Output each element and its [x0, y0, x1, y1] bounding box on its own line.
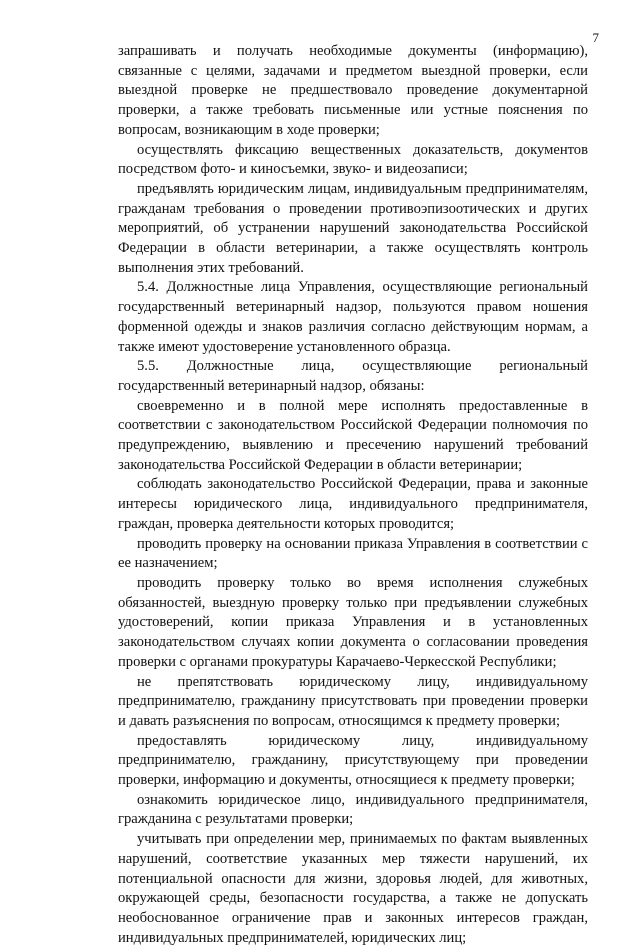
paragraph: 5.5. Должностные лица, осуществляющие региональный государственный ветеринарный надзор, обязаны: — [118, 358, 588, 394]
paragraph: 5.4. Должностные лица Управления, осуществляющие региональный государственный ветеринарный надзор, пользуются правом ношения форменной одежды и знаков различия согласно действующим нормам, а также имеют удостоверение установленного образца. — [118, 279, 588, 355]
paragraph: предъявлять юридическим лицам, индивидуальным предпринимателям, гражданам требования о проведении противоэпизоотических и других мероприятий, об устранении нарушений законодательства Российской Федерации в области ветеринарии, а также осуществлять контроль выполнения этих требований. — [118, 180, 588, 276]
paragraph: своевременно и в полной мере исполнять предоставленные в соответствии с законодательством Российской Федерации полномочия по предупреждению, выявлению и пресечению нарушений требований законодательства Российской Федерации в области ветеринарии; — [118, 397, 588, 473]
paragraph: осуществлять фиксацию вещественных доказательств, документов посредством фото- и киносъемки, звуко- и видеозаписи; — [118, 141, 588, 178]
paragraph: ознакомить юридическое лицо, индивидуального предпринимателя, гражданина с результатами проверки; — [118, 791, 588, 828]
document-body — [118, 42, 588, 948]
paragraph: не препятствовать юридическому лицу, индивидуальному предпринимателю, гражданину присутствовать при проведении проверки и давать разъяснения по вопросам, относящимся к предмету проверки; — [118, 673, 588, 729]
paragraph: учитывать при определении мер, принимаемых по фактам выявленных нарушений, соответствие указанных мер тяжести нарушений, их потенциальной опасности для жизни, здоровья людей, для животных, окружающей среды, безопасности государства, а также не допускать необоснованное ограничение прав и законных интересов граждан, индивидуальных предпринимателей, юридических лиц; — [118, 831, 588, 946]
page-number: 7 — [592, 30, 599, 45]
paragraph: соблюдать законодательство Российской Федерации, права и законные интересы юридического лица, индивидуального предпринимателя, граждан, проверка деятельности которых проводится; — [118, 476, 588, 532]
paragraph: проводить проверку только во время исполнения служебных обязанностей, выездную проверку только при предъявлении служебных удостоверений, копии приказа Управления и в установленных законодательством случаях копии документа о согласовании проведения проверки с органами прокуратуры Карачаево-Черкесской Республики; — [118, 574, 588, 670]
paragraph: запрашивать и получать необходимые документы (информацию), связанные с целями, задачами и предметом выездной проверки, если выездной проверке не предшествовало проведение документарной проверки, а также требовать письменные или устные пояснения по вопросам, возникающим в ходе проверки; — [118, 43, 588, 138]
paragraph: проводить проверку на основании приказа Управления в соответствии с ее назначением; — [118, 535, 588, 572]
paragraph: предоставлять юридическому лицу, индивидуальному предпринимателю, гражданину, присутствующему при проведении проверки, информацию и документы, относящиеся к предмету проверки; — [118, 732, 588, 789]
